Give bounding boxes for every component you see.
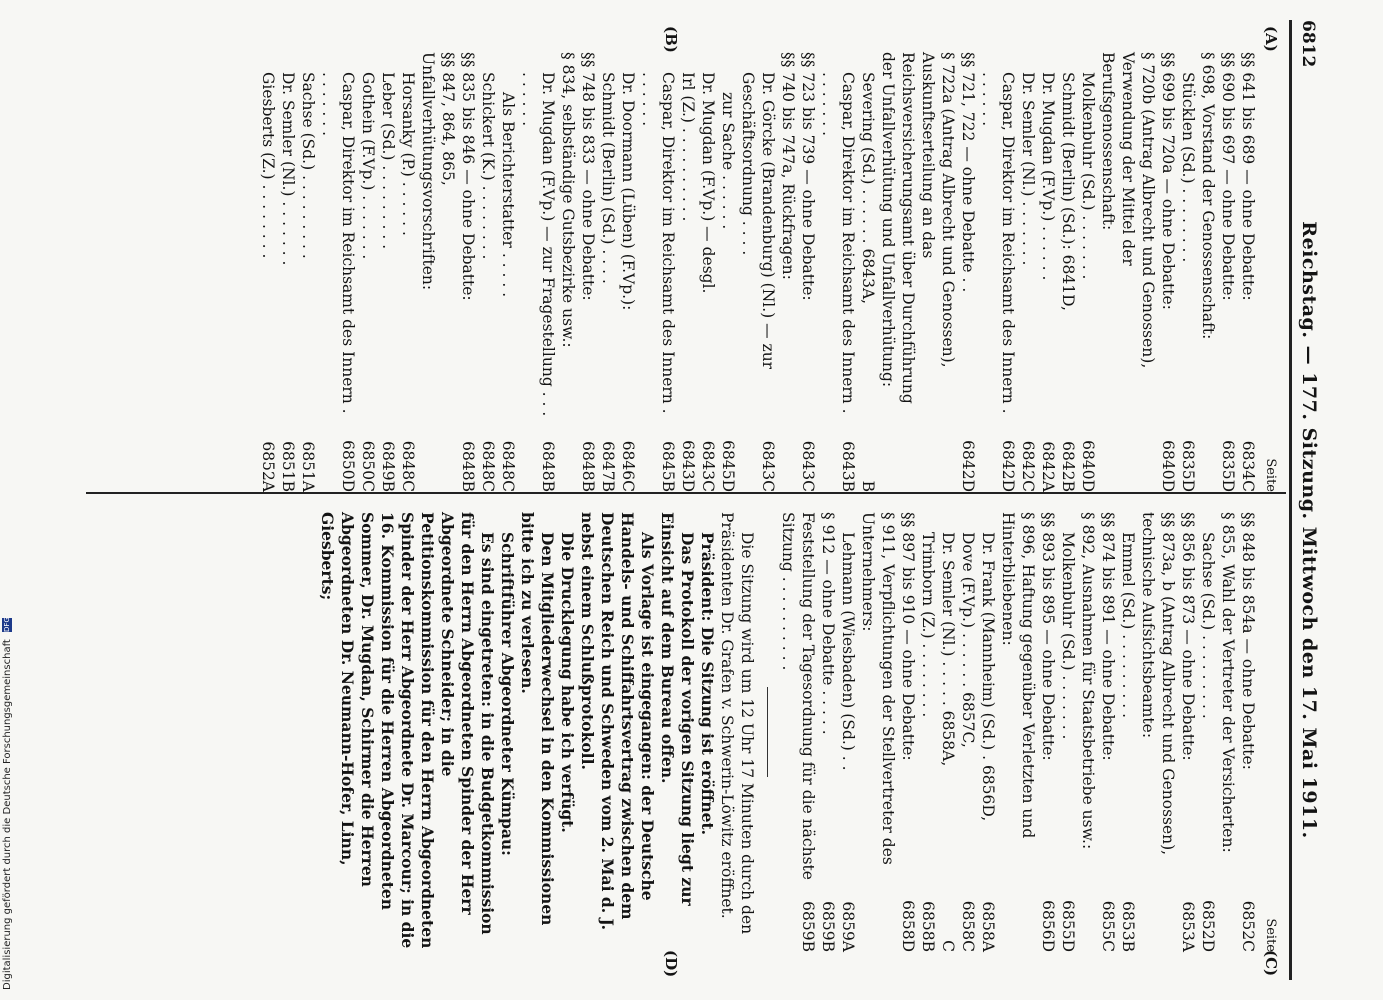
index-entry-text: §§ 740 bis 747a, Rückfragen: (779, 52, 797, 280)
index-entry-text: Dr. Semler (Nl.) . . . . . . . (1019, 72, 1037, 266)
margin-mark-d: (D) (662, 950, 680, 978)
proceedings-paragraph: Präsident: Die Sitzung ist eröffnet. (698, 532, 717, 836)
index-entry (958, 512, 978, 952)
index-entry (358, 52, 378, 492)
column-separator (86, 492, 1286, 494)
index-entry-text: § 911, Verpflichtungen der Stellvertreter des Unternehmers: (859, 512, 897, 865)
index-entry (1018, 52, 1038, 492)
index-entry (818, 52, 858, 492)
index-entry-text: Schmidt (Berlin) (Sd.): 6841D, (1059, 72, 1077, 311)
index-entry-text: §§ 856 bis 873 — ohne Debatte: (1179, 512, 1197, 761)
index-entry (278, 52, 298, 492)
index-entry-text: § 722a (Antrag Albrecht und Genossen), Auskunftserteilung an das Reichsversicherungsamt über Durchführung der Unfallverhütung und Unfallverhütung: (879, 52, 957, 404)
index-entry-page-ref: 6848C (499, 440, 517, 492)
index-entry (1058, 512, 1078, 952)
right-column (317, 512, 1280, 952)
index-entry (1078, 512, 1098, 952)
index-entry (378, 52, 398, 492)
index-entry (518, 52, 558, 492)
index-entry (838, 512, 858, 952)
index-entry-page-ref: 6855C (1099, 900, 1117, 952)
dfg-logo: DFG (3, 617, 11, 632)
index-entry-text: Schickert (K.) . . . . . . . . (479, 72, 497, 260)
index-entry (958, 52, 978, 492)
index-entry (1178, 52, 1198, 492)
header (1289, 20, 1320, 980)
index-entry (978, 52, 1018, 492)
index-entry-page-ref: 6835D (1179, 440, 1197, 492)
index-entry (858, 52, 878, 492)
index-entry-text: §§ 699 bis 720a — ohne Debatte: (1159, 52, 1177, 310)
index-entry-page-ref: 6843B (839, 441, 857, 492)
proceedings-paragraph: Es sind eingetreten: in die Budgetkommission für den Herrn Abgeordneten Spinder der Herr Abgeordnete Schneider; in die Petitionskommission für den Herrn Abgeordneten Spinder der Herr Abgeordnete Dr. Marcour; in die 16. Kommission für die Herren Abgeordneten Sommer, Dr. Mugdan, Schirmer die Herren Abgeordneten Dr. Neumann-Hofer, Linn, Giesberts; (318, 512, 497, 949)
index-entry-page-ref: 6842A (1039, 441, 1057, 492)
index-entry (1038, 512, 1058, 952)
index-entry-page-ref: 6848B (459, 441, 477, 492)
index-entry (898, 512, 918, 952)
index-entry-text: Dr. Semler (Nl.) . . . . . . . (279, 72, 297, 266)
index-entry-text: Dr. Mugdan (F.Vp.) . . . . . . (1039, 72, 1057, 281)
index-entry-page-ref: 6840D (1159, 440, 1177, 492)
seite-label: Seite (1263, 918, 1278, 952)
rotated-page-content (20, 20, 1320, 980)
index-entry (858, 512, 898, 952)
index-entry-page-ref: 6859A (839, 901, 857, 952)
index-entry (738, 52, 778, 492)
index-entry-page-ref: 6849B (379, 441, 397, 492)
index-entry-text: Schmidt (Berlin) (Sd.) . . . . (599, 72, 617, 284)
index-entry-text: Molkenbuhr (Sd.) . . . . . . . (1079, 72, 1097, 280)
index-entry-text: Sachse (Sd.) . . . . . . . . . (1199, 532, 1217, 719)
index-entry (498, 52, 518, 492)
index-entry (418, 52, 458, 492)
index-entry (578, 52, 598, 492)
index-entry-text: § 698, Vorstand der Genossenschaft: (1199, 52, 1217, 340)
index-entry-text: Caspar, Direktor im Reichsamt des Innern . . . . . . . (639, 72, 677, 414)
index-entry-page-ref: 6848B (539, 441, 557, 492)
index-entry-text: § 720b (Antrag Albrecht und Genossen), Verwendung der Mittel der Berufsgenossenschaft: (1099, 52, 1157, 369)
index-entry-page-ref: 6858B (919, 901, 937, 952)
index-entry-page-ref: 6856D (1039, 900, 1057, 952)
index-entry-text: Dr. Mugdan (F.Vp.) — desgl. (699, 72, 717, 294)
index-entry-page-ref: 6851B (279, 441, 297, 492)
index-entry-text: §§ 748 bis 833 — ohne Debatte: (579, 52, 597, 301)
index-entry (1198, 52, 1218, 492)
index-entry-text: Gothein (F.Vp.) . . . . . . . (359, 72, 377, 260)
seite-label: Seite (1263, 458, 1278, 492)
index-entry-page-ref: 6852A (259, 441, 277, 492)
index-entry-page-ref: 6843D (679, 440, 697, 492)
index-entry-page-ref: 6842D (999, 440, 1017, 492)
index-entry (678, 52, 698, 492)
index-entry-page-ref: 6847B (599, 441, 617, 492)
index-entry-page-ref: 6835D (1219, 440, 1237, 492)
index-entry-page-ref: 6852C (1239, 900, 1257, 952)
proceedings-paragraph: Die Drucklegung habe ich verfügt. (558, 532, 577, 833)
margin-mark-a: (A) (1262, 26, 1280, 52)
index-entry-text: §§ 874 bis 891 — ohne Debatte: (1099, 512, 1117, 761)
section-divider (767, 687, 768, 777)
index-entry-page-ref: 6850C (359, 440, 377, 492)
index-entry-text: Caspar, Direktor im Reichsamt des Innern . . . . . . . (979, 72, 1017, 414)
index-entry (1098, 52, 1158, 492)
digitization-note: Digitalisierung gefördert durch die Deutsche Forschungsgemeinschaft (2, 639, 13, 990)
index-entry-page-ref: C (939, 940, 957, 952)
index-entry-page-ref: 6848B (579, 441, 597, 492)
index-entry-text: Trimborn (Z.) . . . . . . . . (919, 532, 937, 718)
index-entry-text: Sachse (Sd.) . . . . . . . . . (299, 72, 317, 259)
proceedings-paragraph: Die Sitzung wird um 12 Uhr 17 Minuten durch den Präsidenten Dr. Grafen v. Schwerin-Löwitz eröffnet. (718, 512, 756, 935)
index-entry-text: Emmel (Sd.) . . . . . . . . . (1119, 532, 1137, 719)
index-entry-text: Irl (Z.) . . . . . . . . . . (679, 72, 697, 222)
index-entry (1238, 512, 1258, 952)
index-entry-text: §§ 848 bis 854a — ohne Debatte: (1239, 512, 1257, 770)
proceedings-paragraph: Schriftführer Abgeordneter Kümpau: (498, 532, 517, 856)
index-entry-text: §§ 641 bis 689 — ohne Debatte: (1239, 52, 1257, 301)
index-entry (598, 52, 618, 492)
index-entry-page-ref: 6859B (799, 901, 817, 952)
index-entry-text: §§ 893 bis 895 — ohne Debatte: (1039, 512, 1057, 761)
index-entry (1218, 52, 1238, 492)
index-entry-page-ref: 6840D (1079, 440, 1097, 492)
index-entry (1098, 512, 1118, 952)
index-entry-page-ref: 6843C (759, 440, 777, 492)
index-entry-text: Caspar, Direktor im Reichsamt des Innern . . . . . . . . (819, 72, 857, 414)
index-entry (1058, 52, 1078, 492)
index-entry-text: Horsanky (P.) . . . . . . (399, 72, 417, 236)
index-entry-text: Dr. Doormann (Lüben) (F.Vp.): (619, 72, 637, 311)
index-entry-page-ref: 6851A (299, 441, 317, 492)
index-entry-text: zur Sache . . . . . . (719, 92, 737, 230)
index-entry-text: § 896, Haftung gegenüber Verletzten und Hinterbliebenen: (999, 512, 1037, 839)
index-entry-text: Dr. Frank (Mannheim) (Sd.) . 6856D, (979, 532, 997, 822)
index-entry (1038, 52, 1058, 492)
index-entry-page-ref: 6842C (1019, 440, 1037, 492)
index-entry-text: Severing (Sd.) . . . . . . 6843A, (859, 72, 877, 305)
index-entry (778, 52, 798, 492)
index-entry-page-ref: 6858D (899, 900, 917, 952)
index-entry (938, 512, 958, 952)
index-entry-text: Lehmann (Wiesbaden) (Sd.) . . (839, 532, 857, 771)
index-entry-text: §§ 847, 864, 865, Unfallverhütungsvorschriften: (419, 52, 457, 291)
index-entry-page-ref: 6846C (619, 440, 637, 492)
index-entry-text: Dr. Görcke (Brandenburg) (Nl.) — zur Geschäftsordnung . . . . (739, 72, 777, 370)
index-entry-text: § 892, Ausnahmen für Staatsbetriebe usw.: (1079, 512, 1097, 850)
index-entry (798, 52, 818, 492)
index-entry (1178, 512, 1198, 952)
index-entry-page-ref: 6858C (959, 900, 977, 952)
proceedings-paragraph: Das Protokoll der vorigen Sitzung liegt zur Einsicht auf dem Bureau offen. (658, 512, 697, 906)
index-entry (1078, 52, 1098, 492)
page-number: 6812 (1298, 20, 1318, 68)
index-entry (298, 52, 318, 492)
index-entry (1218, 512, 1238, 952)
index-entry-page-ref: 6848C (479, 440, 497, 492)
index-entry-page-ref: 6842B (1059, 441, 1077, 492)
index-entry-text: Dove (F.Vp.) . . . . . . 6857C, (959, 532, 977, 748)
proceedings-text (317, 512, 757, 952)
page-title: Reichstag. — 177. Sitzung. Mittwoch den 17. Mai 1911. (1298, 221, 1320, 839)
index-entry-text: Feststellung der Tagesordnung für die nächste Sitzung . . . . . . . . . . (779, 512, 817, 880)
index-entry-page-ref: 6853B (1119, 901, 1137, 952)
index-entry-text: Leber (Sd.) . . . . . . . . . (379, 72, 397, 250)
index-entry-page-ref: 6834C (1239, 440, 1257, 492)
index-entry-text: Dr. Semler (Nl.) . . . . . 6858A, (939, 532, 957, 767)
index-entry (558, 52, 578, 492)
index-entry-page-ref: 6859B (819, 901, 837, 952)
index-entry-page-ref: 6845D (719, 440, 737, 492)
index-entry-page-ref: 6848C (399, 440, 417, 492)
index-entry-text: Stücklen (Sd.) . . . . . . . . (1179, 72, 1197, 263)
margin-mark-b: (B) (662, 26, 680, 53)
index-entry-text: § 834, selbständige Gutsbezirke usw.: (559, 52, 577, 348)
index-entry-page-ref: 6858A (979, 901, 997, 952)
index-entry-text: §§ 835 bis 846 — ohne Debatte: (459, 52, 477, 301)
index-entry-text: Molkenbuhr (Sd.) . . . . . . . (1059, 532, 1077, 740)
index-entry-page-ref: 6845B (659, 441, 677, 492)
index-entry-text: §§ 721, 722 — ohne Debatte . . (959, 52, 977, 293)
index-entry (718, 52, 738, 492)
index-entry (778, 512, 818, 952)
index-entry-text: § 855, Wahl der Vertreter der Versicherten: (1219, 512, 1237, 853)
index-entry (258, 52, 278, 492)
right-entry-list (778, 512, 1258, 952)
index-entry (398, 52, 418, 492)
index-entry (818, 512, 838, 952)
index-entry (1118, 512, 1138, 952)
index-entry-text: §§ 897 bis 910 — ohne Debatte: (899, 512, 917, 761)
index-entry (478, 52, 498, 492)
index-entry (1138, 512, 1178, 952)
left-column (258, 52, 1280, 492)
index-entry-page-ref: 6843C (699, 440, 717, 492)
index-entry (318, 52, 358, 492)
index-entry (1238, 52, 1258, 492)
index-entry-text: §§ 873a, b (Antrag Albrecht und Genossen), technische Aufsichtsbeamte: (1139, 512, 1177, 856)
index-entry-page-ref: 6855D (1059, 900, 1077, 952)
index-entry-page-ref: 6853A (1179, 901, 1197, 952)
index-entry (618, 52, 638, 492)
index-entry-page-ref: 6842D (959, 440, 977, 492)
margin-mark-c: (C) (1262, 950, 1280, 977)
index-entry (878, 52, 958, 492)
index-entry (458, 52, 478, 492)
index-entry-text: §§ 690 bis 697 — ohne Debatte: (1219, 52, 1237, 301)
index-entry (1198, 512, 1218, 952)
index-entry-text: Dr. Mugdan (F.Vp.) — zur Fragestellung . . . . . . . . . (519, 72, 557, 417)
proceedings-paragraph: Als Vorlage ist eingegangen: der Deutsche Handels- und Schiffahrtsvertrag zwischen dem Deutschen Reich und Schweden vom 2. Mai d. J. nebst einem Schlußprotokoll. (578, 512, 657, 931)
index-entry-page-ref: 6852D (1199, 900, 1217, 952)
index-entry-page-ref: 6843C (799, 440, 817, 492)
index-entry-text: Caspar, Direktor im Reichsamt des Innern . . . . . . . . (319, 72, 357, 414)
proceedings-paragraph: Den Mitgliederwechsel in den Kommissionen bitte ich zu verlesen. (518, 512, 557, 926)
index-entry-text: Giesberts (Z.) . . . . . . . . (259, 72, 277, 259)
index-entry (918, 512, 938, 952)
index-entry-page-ref: B (859, 480, 877, 492)
index-entry (638, 52, 678, 492)
index-entry-page-ref: 6850D (339, 440, 357, 492)
index-entry (698, 52, 718, 492)
left-entry-list (258, 52, 1258, 492)
index-entry (978, 512, 998, 952)
index-entry-text: § 912 — ohne Debatte . . . . . (819, 512, 837, 735)
index-entry-text: §§ 723 bis 739 — ohne Debatte: (799, 52, 817, 301)
index-entry (1158, 52, 1178, 492)
index-entry (998, 512, 1038, 952)
index-entry-text: Als Berichterstatter . . . . . (499, 92, 517, 298)
digitization-footer (2, 618, 13, 990)
